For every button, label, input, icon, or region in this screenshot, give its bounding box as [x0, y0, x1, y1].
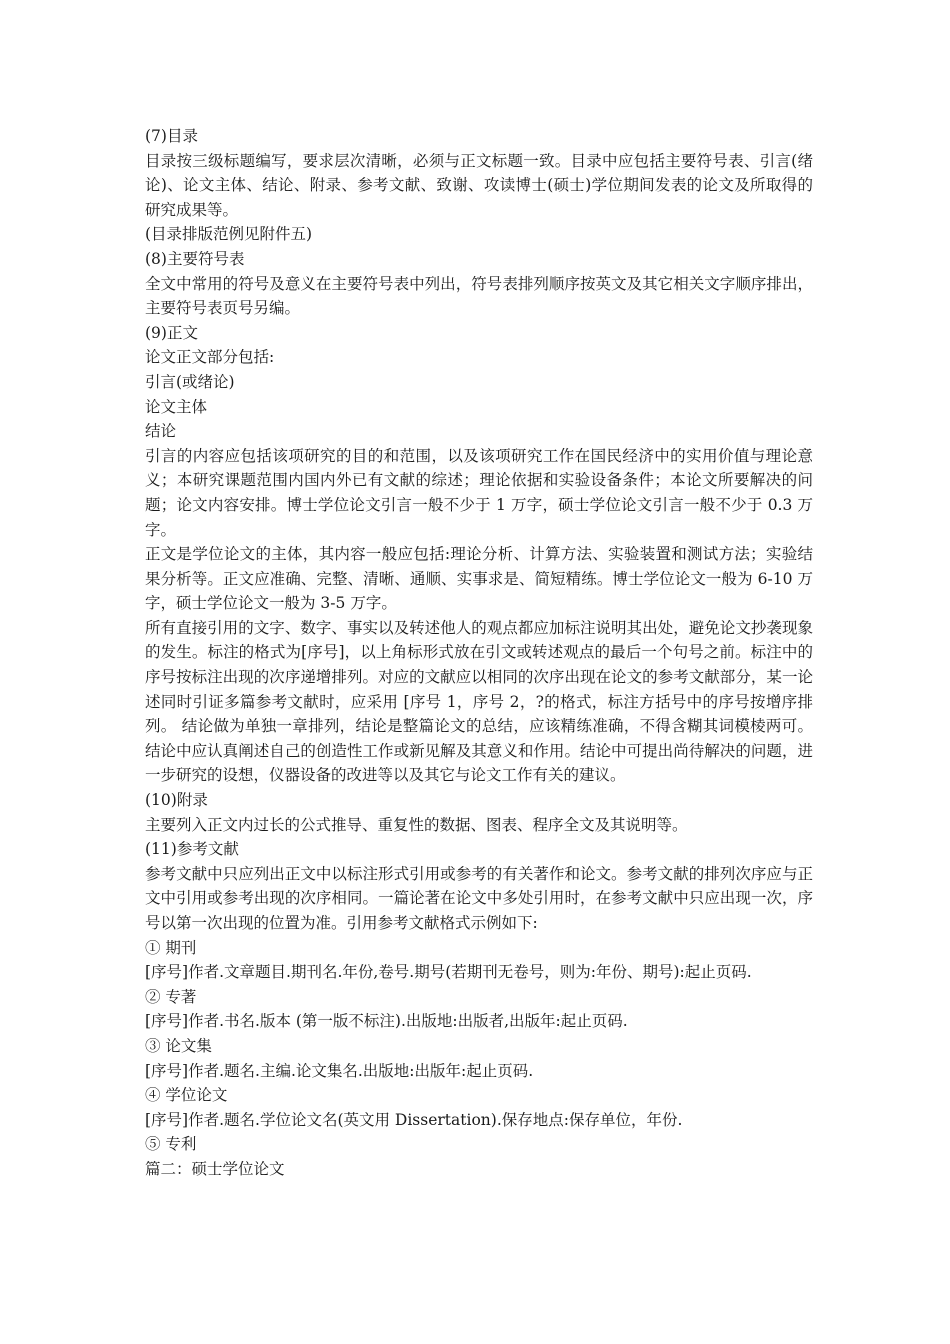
- paragraph-toc: 目录按三级标题编写，要求层次清晰，必须与正文标题一致。目录中应包括主要符号表、引言(绪论)、论文主体、结论、附录、参考文献、致谢、攻读博士(硕士)学位期间发表的论文及所取得的研究成果等。: [145, 151, 813, 219]
- heading-references: (11)参考文献: [145, 840, 239, 859]
- main-text-item-introduction: 引言(或绪论): [145, 372, 235, 391]
- paragraph-references: 参考文献中只应列出正文中以标注形式引用或参考的有关著作和论文。参考文献的排列次序应与正文中引用或参考出现的次序相同。一篇论著在论文中多处引用时，在参考文献中只应出现一次，序号以第一次出现的位置为准。引用参考文献格式示例如下:: [145, 864, 813, 932]
- paragraph-introduction: 引言的内容应包括该项研究的目的和范围，以及该项研究工作在国民经济中的实用价值与理论意义；本研究课题范围内国内外已有文献的综述；理论依据和实验设备条件；本论文所要解决的问题；论文内容安排。博士学位论文引言一般不少于 1 万字，硕士学位论文引言一般不少于 0.3 万字。: [145, 446, 813, 539]
- paragraph-appendix: 主要列入正文内过长的公式推导、重复性的数据、图表、程序全文及其说明等。: [145, 815, 688, 834]
- ref-format-thesis: [序号]作者.题名.学位论文名(英文用 Dissertation).保存地点:保存单位，年份.: [145, 1110, 683, 1129]
- ref-format-journal: [序号]作者.文章题目.期刊名.年份,卷号.期号(若期刊无卷号，则为:年份、期号):起止页码.: [145, 963, 752, 982]
- ref-type-journal: ① 期刊: [145, 938, 197, 957]
- ref-type-thesis: ④ 学位论文: [145, 1086, 228, 1105]
- heading-toc: (7)目录: [145, 127, 198, 145]
- ref-type-monograph: ② 专著: [145, 987, 197, 1006]
- main-text-item-body: 论文主体: [145, 397, 208, 416]
- section-part-two-title: 篇二：硕士学位论文: [145, 1159, 285, 1178]
- heading-main-text: (9)正文: [145, 323, 198, 342]
- main-text-intro: 论文正文部分包括:: [145, 348, 275, 367]
- ref-format-proceedings: [序号]作者.题名.主编.论文集名.出版地:出版年:起止页码.: [145, 1061, 534, 1080]
- toc-note: (目录排版范例见附件五): [145, 225, 313, 244]
- ref-type-proceedings: ③ 论文集: [145, 1036, 212, 1055]
- paragraph-citation-and-conclusion: 所有直接引用的文字、数字、事实以及转述他人的观点都应加标注说明其出处，避免论文抄袭现象的发生。标注的格式为[序号]，以上角标形式放在引文或转述观点的最后一个句号之前。标注中的序号按标注出现的次序递增排列。对应的文献应以相同的次序出现在论文的参考文献部分，某一论述同时引证多篇参考文献时，应采用 [序号 1，序号 2，?的格式，标注方括号中的序号按增序排列。 结论做为单独一章排列，结论是整篇论文的总结，应该精练准确，不得含糊其词模棱两可。结论中应认真阐述自己的创造性工作或新见解及其意义和作用。结论中可提出尚待解决的问题，进一步研究的设想，仪器设备的改进等以及其它与论文工作有关的建议。: [145, 618, 813, 785]
- paragraph-symbols: 全文中常用的符号及意义在主要符号表中列出，符号表排列顺序按英文及其它相关文字顺序排出，主要符号表页号另编。: [145, 274, 813, 318]
- ref-format-monograph: [序号]作者.书名.版本 (第一版不标注).出版地:出版者,出版年:起止页码.: [145, 1012, 628, 1031]
- document-body: [145, 124, 813, 1182]
- heading-appendix: (10)附录: [145, 791, 208, 810]
- heading-symbols: (8)主要符号表: [145, 249, 245, 268]
- main-text-item-conclusion: 结论: [145, 422, 177, 441]
- ref-type-patent: ⑤ 专利: [145, 1135, 197, 1154]
- paragraph-body: 正文是学位论文的主体，其内容一般应包括:理论分析、计算方法、实验装置和测试方法；实验结果分析等。正文应准确、完整、清晰、通顺、实事求是、简短精练。博士学位论文一般为 6-10 万字，硕士学位论文一般为 3-5 万字。: [145, 545, 813, 613]
